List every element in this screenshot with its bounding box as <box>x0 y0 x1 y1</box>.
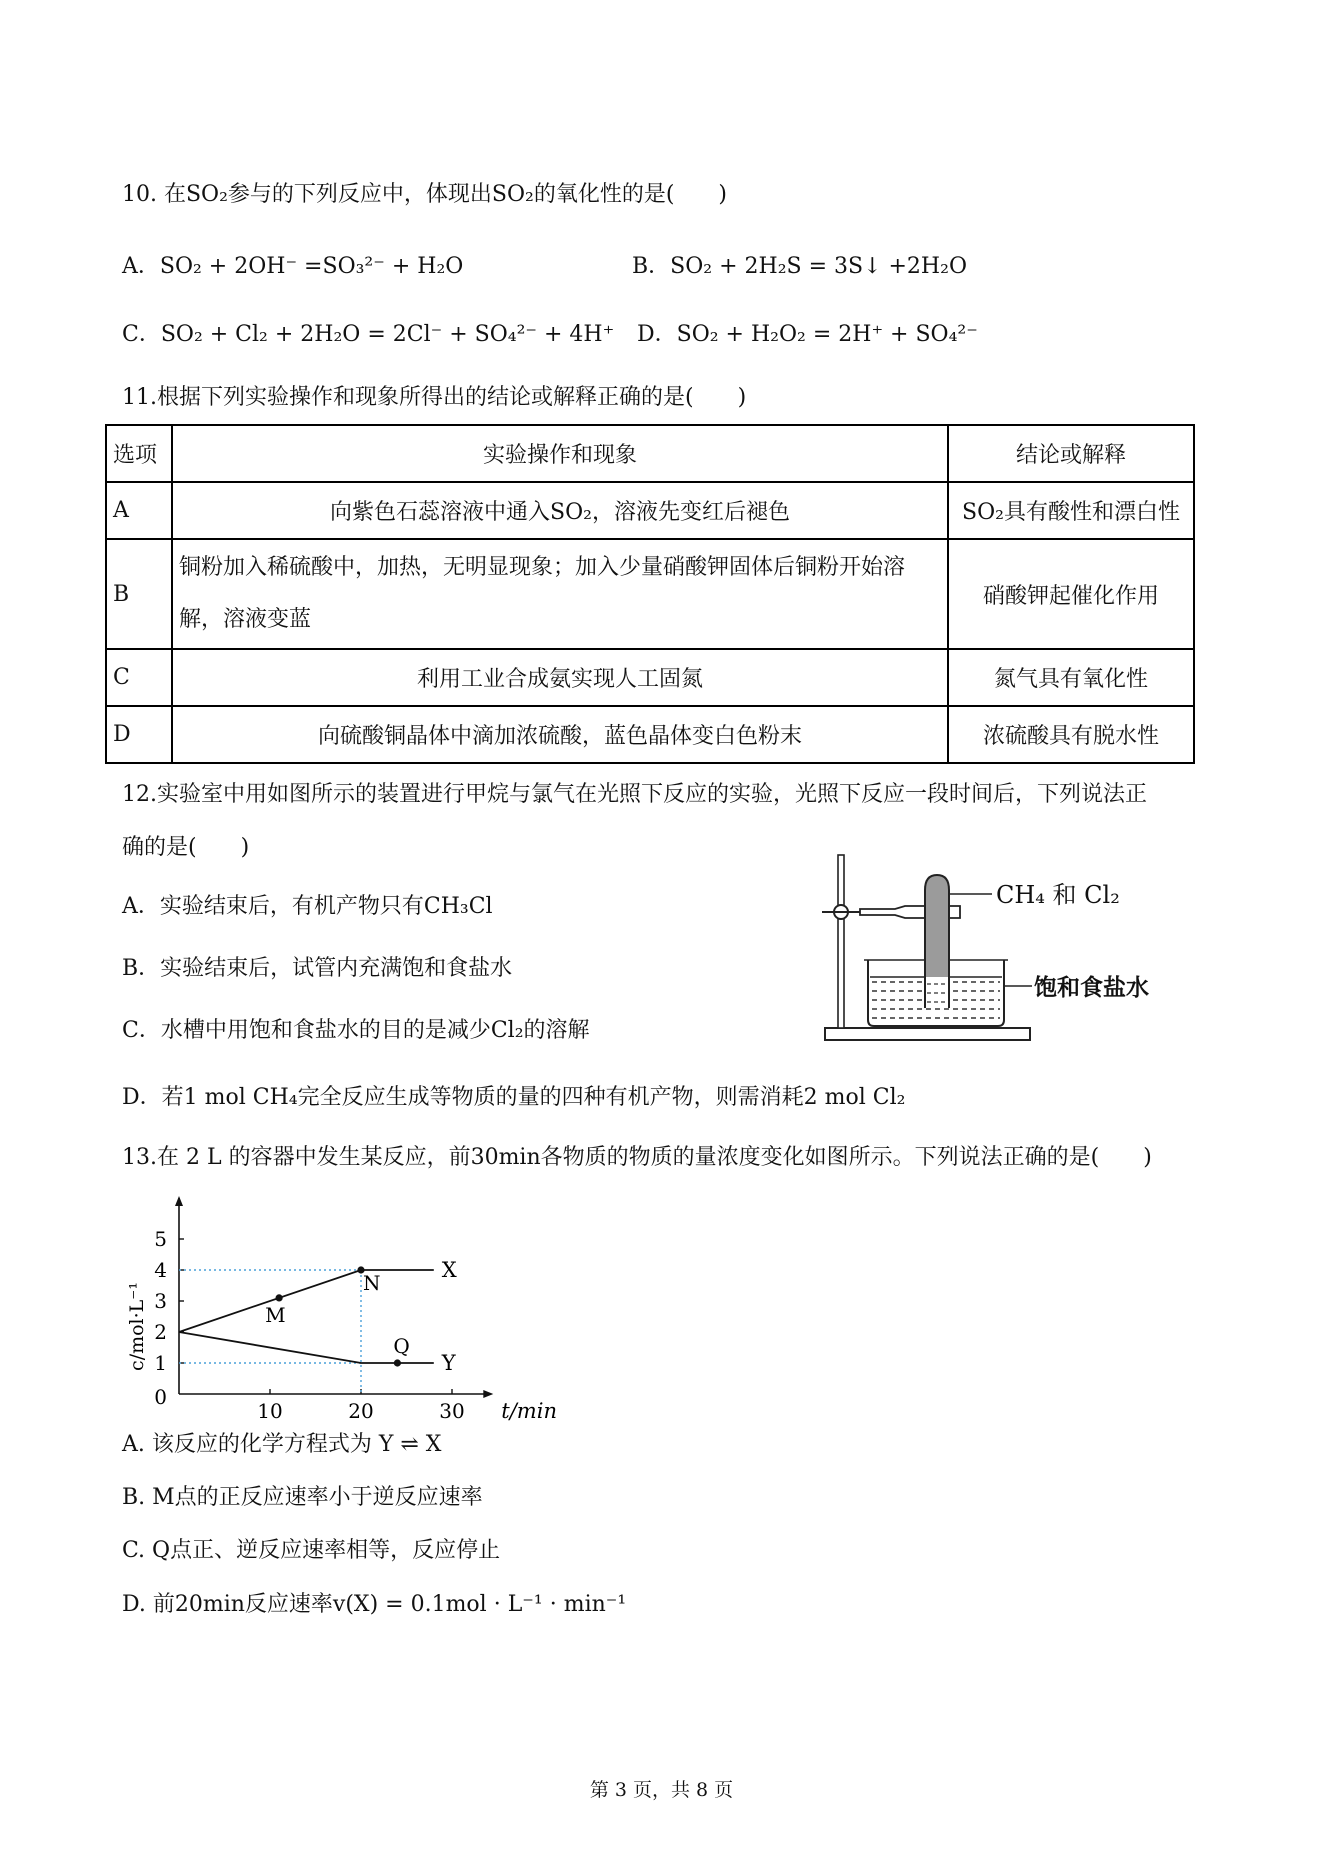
point-label-Q: Q <box>393 1334 410 1358</box>
table-cell: C <box>106 649 172 706</box>
concentration-chart <box>115 1190 557 1425</box>
q12-option-a: A．实验结束后，有机产物只有CH₃Cl <box>122 894 493 919</box>
table-row <box>106 706 1194 763</box>
table-cell: A <box>106 482 172 539</box>
q12-option-b: B．实验结束后，试管内充满饱和食盐水 <box>122 956 513 981</box>
q12-stem-line2: 确的是( ) <box>122 835 250 860</box>
table-row <box>106 539 1194 649</box>
stand-rod <box>838 855 844 1028</box>
apparatus-figure <box>820 850 1170 1045</box>
q12-option-d: D．若1 mol CH₄完全反应生成等物质的量的四种有机产物，则需消耗2 mol Cl₂ <box>122 1085 906 1110</box>
table-cell: 浓硫酸具有脱水性 <box>948 706 1194 763</box>
page-footer: 第 3 页，共 8 页 <box>589 1779 734 1801</box>
y-tick-label: 1 <box>154 1351 167 1375</box>
q11-stem: 11.根据下列实验操作和现象所得出的结论或解释正确的是( ) <box>122 385 747 410</box>
y-axis-label: c/mol·L⁻¹ <box>126 1282 148 1371</box>
label-brine: 饱和食盐水 <box>1034 974 1149 1001</box>
series-label-X: X <box>441 1258 457 1282</box>
table-cell: B <box>106 539 172 649</box>
y-tick-label: 3 <box>154 1289 167 1313</box>
y-tick-label: 4 <box>154 1258 167 1282</box>
table-row <box>106 482 1194 539</box>
q10-option-b: B．SO₂ + 2H₂S = 3S↓ +2H₂O <box>632 254 967 279</box>
q13-option-b: B. M点的正反应速率小于逆反应速率 <box>122 1485 483 1510</box>
x-tick-label: 10 <box>257 1399 283 1423</box>
q11-table <box>105 424 1195 764</box>
table-header-cell: 实验操作和现象 <box>172 425 948 482</box>
table-cell: 向紫色石蕊溶液中通入SO₂，溶液先变红后褪色 <box>172 482 948 539</box>
table-cell: 氮气具有氧化性 <box>948 649 1194 706</box>
point-M <box>276 1294 283 1301</box>
q12-stem-line1: 12.实验室中用如图所示的装置进行甲烷与氯气在光照下反应的实验，光照下反应一段时间后，下列说法正 <box>122 782 1147 807</box>
point-label-N: N <box>363 1271 381 1295</box>
table-cell: 利用工业合成氨实现人工固氮 <box>172 649 948 706</box>
table-row <box>106 649 1194 706</box>
q12-option-c: C．水槽中用饱和食盐水的目的是减少Cl₂的溶解 <box>122 1018 590 1043</box>
y-tick-label: 5 <box>154 1227 167 1251</box>
table-cell: SO₂具有酸性和漂白性 <box>948 482 1194 539</box>
table-header-row <box>106 425 1194 482</box>
table-header-cell: 选项 <box>106 425 172 482</box>
y-axis-arrow <box>175 1196 183 1206</box>
q13-option-a: A. 该反应的化学方程式为 Y ⇌ X <box>122 1432 442 1457</box>
series-label-Y: Y <box>441 1351 456 1375</box>
table-cell: 铜粉加入稀硫酸中，加热，无明显现象；加入少量硝酸钾固体后铜粉开始溶解，溶液变蓝 <box>172 539 948 649</box>
stand-base <box>825 1028 1030 1040</box>
q10-option-c: C．SO₂ + Cl₂ + 2H₂O = 2Cl⁻ + SO₄²⁻ + 4H⁺ <box>122 322 615 347</box>
point-Q <box>394 1359 401 1366</box>
origin-label: 0 <box>154 1385 167 1409</box>
x-axis-label: t/min <box>501 1399 557 1423</box>
q10-option-d: D．SO₂ + H₂O₂ = 2H⁺ + SO₄²⁻ <box>637 322 978 347</box>
x-axis-arrow <box>483 1390 493 1398</box>
q13-option-d: D. 前20min反应速率v(X) = 0.1mol · L⁻¹ · min⁻¹ <box>122 1592 627 1617</box>
table-cell: 硝酸钾起催化作用 <box>948 539 1194 649</box>
point-label-M: M <box>265 1302 286 1327</box>
q10-stem: 10. 在SO₂参与的下列反应中，体现出SO₂的氧化性的是( ) <box>122 182 728 207</box>
table-cell: 向硫酸铜晶体中滴加浓硫酸，蓝色晶体变白色粉末 <box>172 706 948 763</box>
series-line-X <box>179 1270 434 1332</box>
y-tick-label: 2 <box>154 1320 167 1344</box>
q10-option-a: A．SO₂ + 2OH⁻ =SO₃²⁻ + H₂O <box>122 254 464 279</box>
table-header-cell: 结论或解释 <box>948 425 1194 482</box>
x-tick-label: 20 <box>348 1399 374 1423</box>
q13-stem: 13.在 2 L 的容器中发生某反应，前30min各物质的物质的量浓度变化如图所示。下列说法正确的是( ) <box>122 1145 1152 1170</box>
x-tick-label: 30 <box>439 1399 465 1423</box>
table-cell: D <box>106 706 172 763</box>
label-gas: CH₄ 和 Cl₂ <box>996 881 1120 909</box>
q13-option-c: C. Q点正、逆反应速率相等，反应停止 <box>122 1538 501 1563</box>
